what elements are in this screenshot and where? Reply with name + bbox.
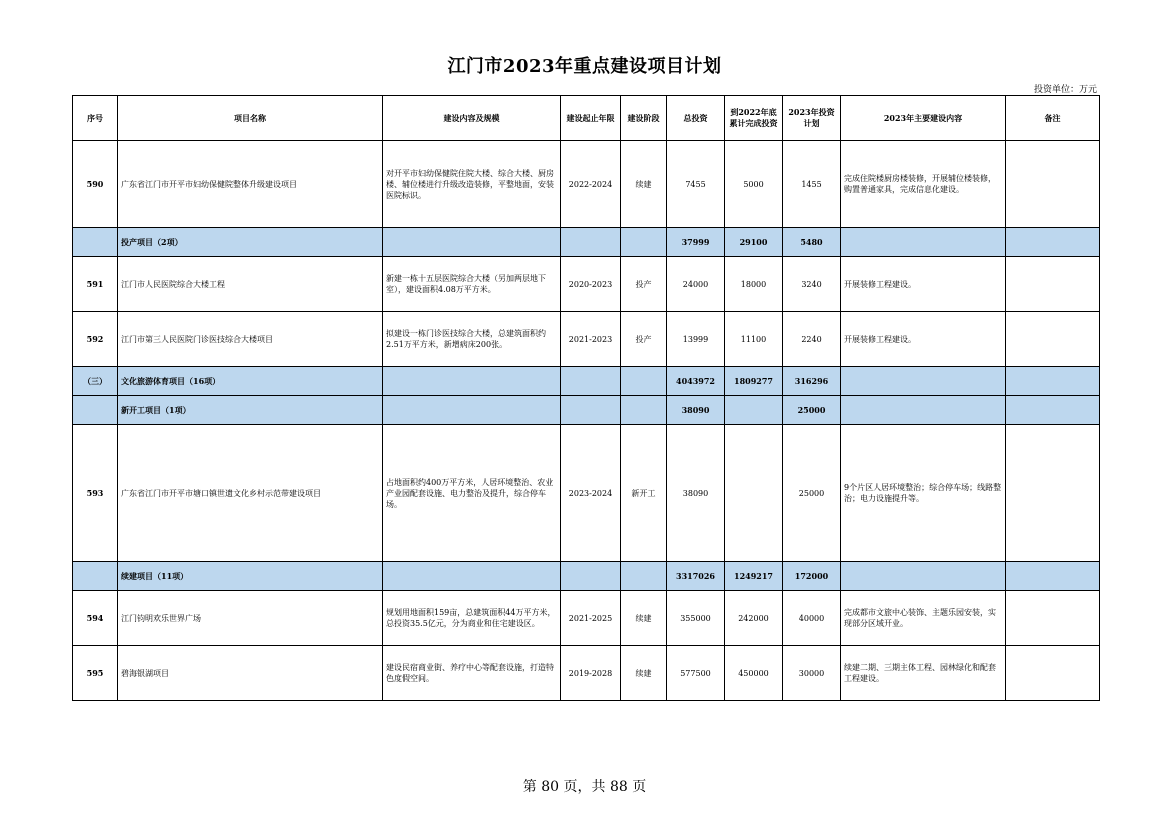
page-title: 江门市2023年重点建设项目计划: [447, 56, 722, 77]
cell-total: 13999: [667, 312, 725, 367]
cell-done: 242000: [725, 591, 783, 646]
unit-note: 投资单位：万元: [1033, 85, 1097, 95]
table-row: [73, 141, 1100, 228]
cell-total: 7455: [667, 141, 725, 228]
cell-total: 37999: [667, 228, 725, 257]
cell-name: 投产项目（2项）: [118, 228, 383, 257]
header-period: 建设起止年限: [561, 96, 621, 141]
header-row: [73, 96, 1100, 141]
cell-note: [1006, 367, 1100, 396]
table-row: [73, 257, 1100, 312]
cell-name: 文化旅游体育项目（16项）: [118, 367, 383, 396]
cell-scope: 拟建设一栋门诊医技综合大楼，总建筑面积约2.51万平方米，新增病床200张。: [383, 312, 561, 367]
cell-name: 江门市第三人民医院门诊医技综合大楼项目: [118, 312, 383, 367]
cell-plan: 25000: [783, 396, 841, 425]
cell-content: 续建二期、三期主体工程、园林绿化和配套工程建设。: [841, 646, 1006, 701]
cell-total: 577500: [667, 646, 725, 701]
cell-note: [1006, 228, 1100, 257]
cell-done: [725, 396, 783, 425]
cell-note: [1006, 646, 1100, 701]
cell-note: [1006, 141, 1100, 228]
cell-scope: 新建一栋十五层医院综合大楼（另加两层地下室），建设面积4.08万平方米。: [383, 257, 561, 312]
cell-plan: 40000: [783, 591, 841, 646]
cell-content: 开展装修工程建设。: [841, 312, 1006, 367]
cell-content: [841, 396, 1006, 425]
cell-note: [1006, 312, 1100, 367]
cell-plan: 1455: [783, 141, 841, 228]
cell-scope: 对开平市妇幼保健院住院大楼、综合大楼、厨房楼、辅位楼进行升级改造装修，平整地面，安装医院标识。: [383, 141, 561, 228]
cell-period: 2022-2024: [561, 141, 621, 228]
subtotal-row: [73, 562, 1100, 591]
cell-stage: 新开工: [621, 425, 667, 562]
header-no: 序号: [73, 96, 118, 141]
cell-plan: 25000: [783, 425, 841, 562]
cell-stage: [621, 562, 667, 591]
cell-note: [1006, 562, 1100, 591]
table-row: [73, 312, 1100, 367]
cell-no: 591: [73, 257, 118, 312]
cell-scope: 占地面积约400万平方米，人居环境整治、农业产业园配套设施、电力整治及提升，综合停车场。: [383, 425, 561, 562]
cell-stage: 投产: [621, 312, 667, 367]
cell-plan: 5480: [783, 228, 841, 257]
cell-scope: [383, 228, 561, 257]
cell-no: 590: [73, 141, 118, 228]
header-done: 到2022年底累计完成投资: [725, 96, 783, 141]
table-row: [73, 591, 1100, 646]
cell-no: 593: [73, 425, 118, 562]
cell-content: 完成都市文旅中心装饰、主题乐园安装，实现部分区域开业。: [841, 591, 1006, 646]
cell-no: （三）: [73, 367, 118, 396]
cell-content: [841, 228, 1006, 257]
cell-stage: [621, 396, 667, 425]
cell-scope: [383, 562, 561, 591]
cell-name: 广东省江门市开平市妇幼保健院整体升级建设项目: [118, 141, 383, 228]
page-footer: 第 80 页，共 88 页: [522, 779, 647, 795]
cell-plan: 30000: [783, 646, 841, 701]
cell-note: [1006, 396, 1100, 425]
table-row: [73, 425, 1100, 562]
cell-no: 592: [73, 312, 118, 367]
cell-plan: 172000: [783, 562, 841, 591]
cell-done: 1809277: [725, 367, 783, 396]
cell-note: [1006, 257, 1100, 312]
cell-period: [561, 367, 621, 396]
cell-name: 江门市人民医院综合大楼工程: [118, 257, 383, 312]
cell-plan: 3240: [783, 257, 841, 312]
subtotal-row: [73, 396, 1100, 425]
header-scope: 建设内容及规模: [383, 96, 561, 141]
cell-period: 2021-2023: [561, 312, 621, 367]
cell-done: 29100: [725, 228, 783, 257]
cell-stage: [621, 367, 667, 396]
cell-total: 3317026: [667, 562, 725, 591]
cell-done: 5000: [725, 141, 783, 228]
cell-total: 355000: [667, 591, 725, 646]
cell-stage: 投产: [621, 257, 667, 312]
cell-content: 开展装修工程建设。: [841, 257, 1006, 312]
cell-content: 9个片区人居环境整治；综合停车场；线路整治；电力设施提升等。: [841, 425, 1006, 562]
cell-plan: 2240: [783, 312, 841, 367]
cell-scope: 规划用地面积159亩，总建筑面积44万平方米，总投资35.5亿元，分为商业和住宅建设区。: [383, 591, 561, 646]
cell-stage: 续建: [621, 141, 667, 228]
cell-no: [73, 228, 118, 257]
table-row: [73, 646, 1100, 701]
cell-period: [561, 228, 621, 257]
header-name: 项目名称: [118, 96, 383, 141]
cell-note: [1006, 591, 1100, 646]
cell-period: [561, 396, 621, 425]
cell-note: [1006, 425, 1100, 562]
header-content: 2023年主要建设内容: [841, 96, 1006, 141]
header-plan: 2023年投资计划: [783, 96, 841, 141]
cell-no: 594: [73, 591, 118, 646]
category-row: [73, 367, 1100, 396]
cell-done: 450000: [725, 646, 783, 701]
header-stage: 建设阶段: [621, 96, 667, 141]
cell-done: 1249217: [725, 562, 783, 591]
cell-period: 2023-2024: [561, 425, 621, 562]
cell-scope: [383, 396, 561, 425]
cell-total: 24000: [667, 257, 725, 312]
cell-period: 2020-2023: [561, 257, 621, 312]
cell-no: [73, 396, 118, 425]
header-total: 总投资: [667, 96, 725, 141]
subtotal-row: [73, 228, 1100, 257]
cell-name: 碧海银湖项目: [118, 646, 383, 701]
cell-content: 完成住院楼厨房楼装修，开展辅位楼装修，购置普通家具，完成信息化建设。: [841, 141, 1006, 228]
cell-period: 2021-2025: [561, 591, 621, 646]
cell-name: 续建项目（11项）: [118, 562, 383, 591]
header-note: 备注: [1006, 96, 1100, 141]
cell-content: [841, 367, 1006, 396]
cell-total: 38090: [667, 396, 725, 425]
cell-no: [73, 562, 118, 591]
cell-scope: [383, 367, 561, 396]
cell-stage: [621, 228, 667, 257]
cell-plan: 316296: [783, 367, 841, 396]
cell-done: 18000: [725, 257, 783, 312]
cell-done: 11100: [725, 312, 783, 367]
cell-done: [725, 425, 783, 562]
cell-total: 4043972: [667, 367, 725, 396]
cell-stage: 续建: [621, 646, 667, 701]
cell-period: 2019-2028: [561, 646, 621, 701]
cell-content: [841, 562, 1006, 591]
cell-period: [561, 562, 621, 591]
cell-no: 595: [73, 646, 118, 701]
project-table: [72, 95, 1100, 701]
cell-name: 新开工项目（1项）: [118, 396, 383, 425]
cell-total: 38090: [667, 425, 725, 562]
cell-name: 江门钧明欢乐世界广场: [118, 591, 383, 646]
cell-name: 广东省江门市开平市塘口镇世遗文化乡村示范带建设项目: [118, 425, 383, 562]
cell-scope: 建设民宿商业街、养疗中心等配套设施，打造特色度假空间。: [383, 646, 561, 701]
cell-stage: 续建: [621, 591, 667, 646]
